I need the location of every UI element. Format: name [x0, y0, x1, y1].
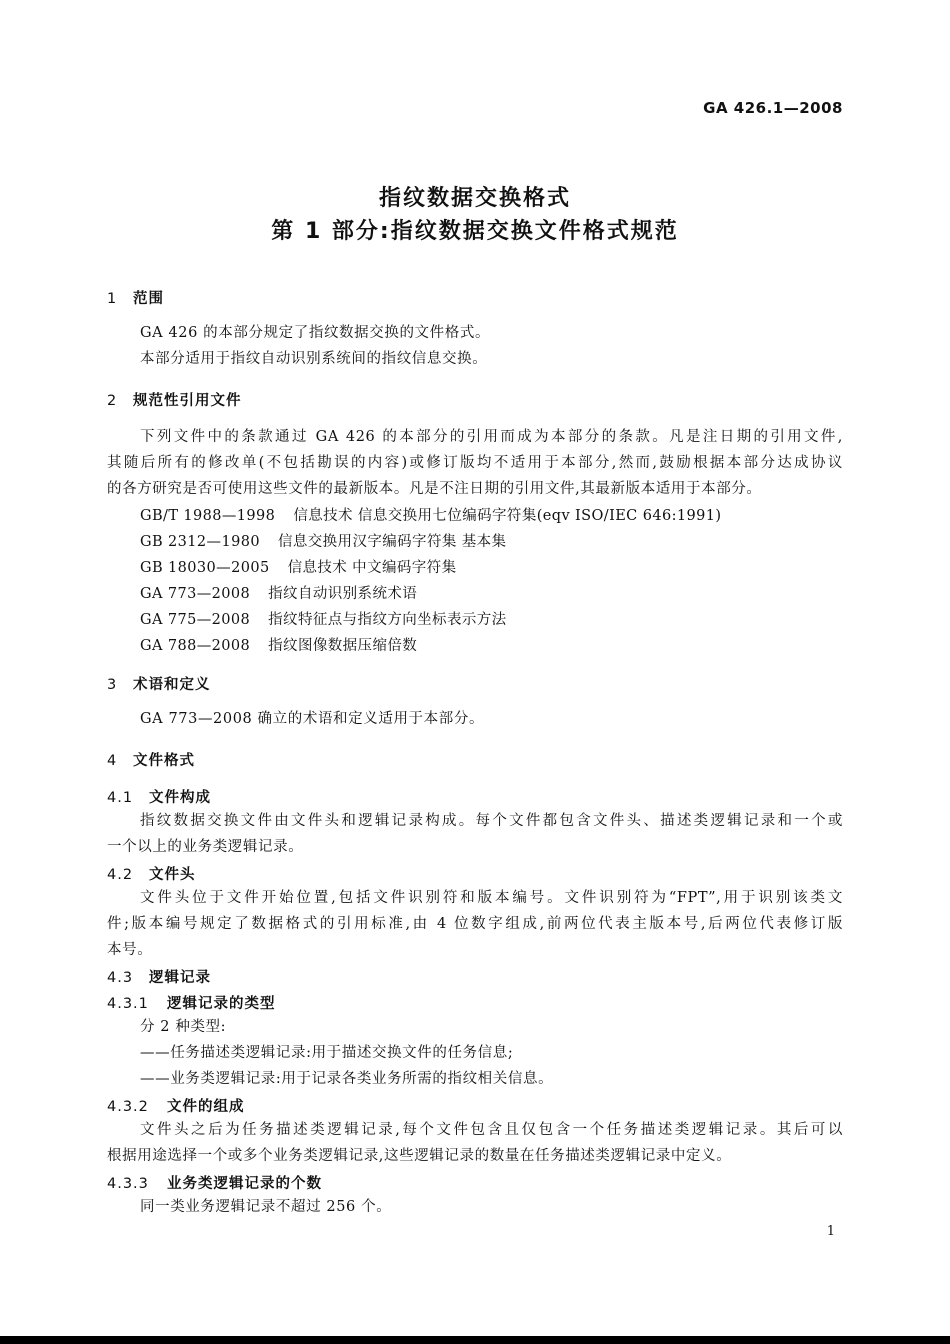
section-title: 术语和定义: [133, 677, 211, 693]
paragraph-line: 件;版本编号规定了数据格式的引用标准,由 4 位数字组成,前两位代表主版本号,后两位代表修订版: [107, 916, 843, 932]
paragraph-line: 文件头位于文件开始位置,包括文件识别符和版本编号。文件识别符为“FPT”,用于识别该类文: [140, 890, 843, 906]
reference-code: GB/T 1988—1998: [140, 508, 276, 524]
section-number: 2: [107, 393, 118, 409]
section-4-3-heading: [107, 966, 211, 987]
section-4-2-heading: [107, 863, 196, 884]
section-2-intro: [107, 424, 843, 502]
section-2-heading: [107, 389, 242, 410]
section-number: 4.3.1: [107, 996, 149, 1012]
reference-title: 信息交换用汉字编码字符集 基本集: [277, 534, 507, 550]
paragraph-line: 下列文件中的条款通过 GA 426 的本部分的引用而成为本部分的条款。凡是注日期的引用文件,: [140, 429, 843, 445]
section-title: 文件格式: [133, 753, 195, 769]
section-number: 4.1: [107, 790, 134, 806]
section-4-3-2-body: [107, 1117, 843, 1169]
section-4-3-2-heading: [107, 1095, 245, 1116]
paragraph-line: 根据用途选择一个或多个业务类逻辑记录,这些逻辑记录的数量在任务描述类逻辑记录中定义。: [107, 1148, 732, 1164]
document-title-line-2: 第 1 部分:指纹数据交换文件格式规范: [271, 219, 679, 244]
section-4-2-body: [107, 885, 843, 963]
section-number: 4: [107, 753, 118, 769]
reference-item: [140, 504, 721, 525]
reference-item: [140, 582, 417, 603]
section-title: 文件头: [149, 867, 196, 883]
reference-item: [140, 556, 457, 577]
bottom-edge-bar: [0, 1336, 950, 1344]
section-3-body: [107, 706, 843, 732]
reference-code: GB 2312—1980: [140, 534, 260, 550]
paragraph-line: 同一类业务逻辑记录不超过 256 个。: [140, 1199, 392, 1215]
paragraph-line: 本号。: [107, 942, 153, 958]
section-number: 4.3.2: [107, 1099, 149, 1115]
section-number: 4.2: [107, 867, 134, 883]
section-title: 规范性引用文件: [133, 393, 242, 409]
paragraph: GA 773—2008 确立的术语和定义适用于本部分。: [140, 711, 485, 727]
section-number: 4.3: [107, 970, 134, 986]
paragraph-line: 指纹数据交换文件由文件头和逻辑记录构成。每个文件都包含文件头、描述类逻辑记录和一个或: [140, 813, 843, 829]
section-number: 1: [107, 291, 118, 307]
paragraph: GA 426 的本部分规定了指纹数据交换的文件格式。: [140, 325, 491, 341]
section-title: 逻辑记录的类型: [167, 996, 276, 1012]
section-title: 逻辑记录: [149, 970, 211, 986]
reference-code: GA 773—2008: [140, 586, 251, 602]
page-number: 1: [826, 1224, 835, 1239]
reference-title: 指纹图像数据压缩倍数: [268, 638, 418, 654]
paragraph-line: 文件头之后为任务描述类逻辑记录,每个文件包含且仅包含一个任务描述类逻辑记录。其后可以: [140, 1122, 843, 1138]
section-title: 文件构成: [149, 790, 211, 806]
section-4-3-1-heading: [107, 992, 276, 1013]
paragraph-line: 的各方研究是否可使用这些文件的最新版本。凡是不注日期的引用文件,其最新版本适用于本部分。: [107, 481, 762, 497]
section-4-3-1-body: [107, 1014, 843, 1092]
reference-code: GA 788—2008: [140, 638, 251, 654]
reference-title: 指纹特征点与指纹方向坐标表示方法: [268, 612, 507, 628]
section-4-heading: [107, 749, 195, 770]
section-4-1-heading: [107, 786, 211, 807]
paragraph-line: 其随后所有的修改单(不包括勘误的内容)或修订版均不适用于本部分,然而,鼓励根据本部分达成协议: [107, 455, 843, 471]
section-4-3-3-body: [107, 1194, 843, 1220]
reference-item: [140, 634, 417, 655]
reference-code: GB 18030—2005: [140, 560, 270, 576]
list-item: ——业务类逻辑记录:用于记录各类业务所需的指纹相关信息。: [140, 1071, 554, 1087]
reference-item: [140, 608, 507, 629]
section-number: 4.3.3: [107, 1176, 149, 1192]
reference-title: 信息技术 中文编码字符集: [287, 560, 457, 576]
section-4-3-3-heading: [107, 1172, 322, 1193]
list-item: ——任务描述类逻辑记录:用于描述交换文件的任务信息;: [140, 1045, 514, 1061]
standard-number: GA 426.1—2008: [703, 99, 843, 117]
paragraph-line: 分 2 种类型:: [140, 1019, 227, 1035]
section-number: 3: [107, 677, 118, 693]
section-4-1-body: [107, 808, 843, 860]
section-1-heading: [107, 287, 164, 308]
paragraph: 本部分适用于指纹自动识别系统间的指纹信息交换。: [140, 351, 488, 367]
reference-title: 信息技术 信息交换用七位编码字符集(eqv ISO/IEC 646:1991): [293, 508, 722, 524]
document-title-line-1: 指纹数据交换格式: [378, 186, 571, 211]
section-1-body: [107, 320, 843, 372]
section-title: 业务类逻辑记录的个数: [167, 1176, 322, 1192]
reference-item: [140, 530, 506, 551]
section-3-heading: [107, 673, 211, 694]
reference-code: GA 775—2008: [140, 612, 251, 628]
reference-title: 指纹自动识别系统术语: [268, 586, 418, 602]
section-title: 文件的组成: [167, 1099, 245, 1115]
section-title: 范围: [133, 291, 164, 307]
paragraph-line: 一个以上的业务类逻辑记录。: [107, 839, 304, 855]
